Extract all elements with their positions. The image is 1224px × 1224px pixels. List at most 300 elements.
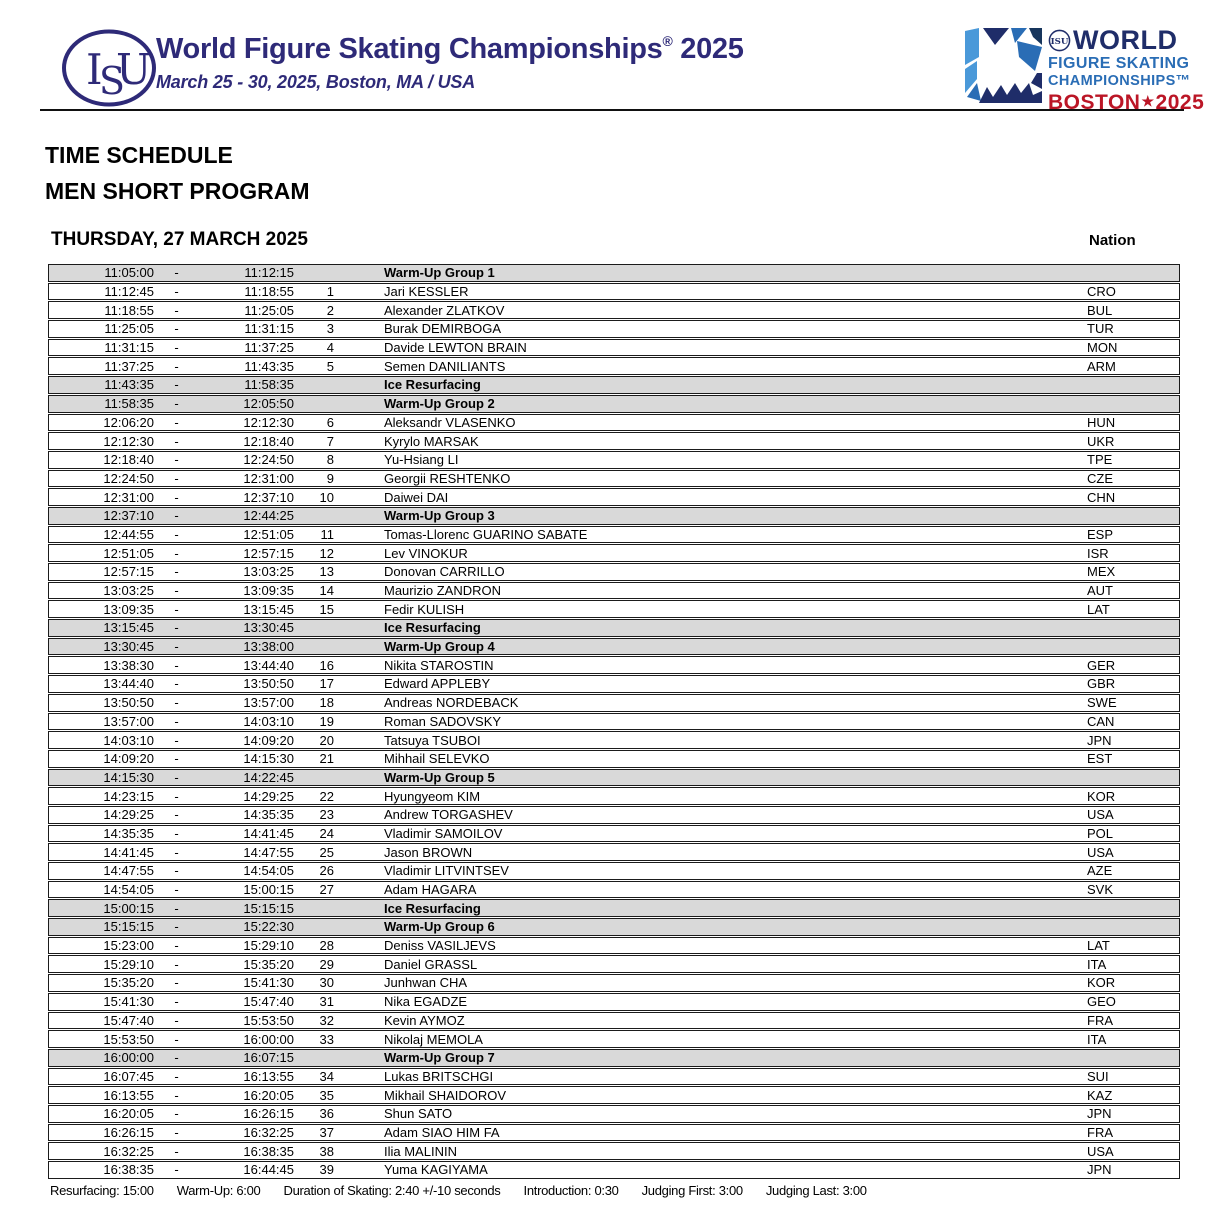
schedule-cell-num: 29	[319, 956, 334, 972]
schedule-cell-name: Kyrylo MARSAK	[384, 433, 479, 449]
schedule-cell-nation: USA	[1087, 807, 1114, 823]
schedule-cell-num: 35	[319, 1087, 334, 1103]
schedule-cell-end: 14:47:55	[243, 844, 294, 860]
schedule-cell-name: Daniel GRASSL	[384, 956, 478, 972]
schedule-cell-dash: -	[174, 470, 179, 486]
schedule-table	[48, 264, 1180, 1180]
schedule-cell-end: 13:57:00	[243, 695, 294, 711]
schedule-cell-dash: -	[174, 1012, 179, 1028]
schedule-cell-name: Georgii RESHTENKO	[384, 470, 511, 486]
schedule-cell-start: 16:20:05	[103, 1106, 154, 1122]
schedule-cell-nation: GEO	[1087, 994, 1116, 1010]
schedule-row-skater	[48, 432, 1180, 450]
schedule-row-skater	[48, 1030, 1180, 1048]
schedule-cell-end: 15:41:30	[243, 975, 294, 991]
schedule-cell-nation: SVK	[1087, 882, 1114, 898]
schedule-cell-end: 16:00:00	[243, 1031, 294, 1047]
schedule-cell-num: 31	[319, 994, 334, 1010]
schedule-cell-name: Alexander ZLATKOV	[384, 302, 505, 318]
schedule-cell-nation: LAT	[1087, 601, 1110, 617]
schedule-cell-end: 12:51:05	[243, 526, 294, 542]
schedule-row-skater	[48, 843, 1180, 861]
schedule-cell-dash: -	[174, 844, 179, 860]
schedule-cell-start: 13:30:45	[103, 639, 154, 655]
schedule-cell-dash: -	[174, 882, 179, 898]
schedule-cell-dash: -	[174, 1087, 179, 1103]
schedule-cell-name: Daiwei DAI	[384, 489, 449, 505]
schedule-row-skater	[48, 1012, 1180, 1030]
schedule-cell-nation: KAZ	[1087, 1087, 1113, 1103]
schedule-cell-num: 28	[319, 938, 334, 954]
schedule-cell-nation: KOR	[1087, 788, 1116, 804]
schedule-row-skater	[48, 339, 1180, 357]
schedule-cell-name: Warm-Up Group 4	[384, 639, 495, 655]
schedule-cell-start: 14:09:20	[103, 751, 154, 767]
schedule-cell-end: 16:07:15	[243, 1050, 294, 1066]
schedule-cell-nation: ARM	[1087, 358, 1116, 374]
schedule-cell-start: 15:35:20	[103, 975, 154, 991]
schedule-cell-num: 8	[326, 452, 334, 468]
schedule-row-skater	[48, 582, 1180, 600]
schedule-cell-end: 15:47:40	[243, 994, 294, 1010]
schedule-cell-start: 16:32:25	[103, 1143, 154, 1159]
schedule-cell-name: Adam HAGARA	[384, 882, 477, 898]
schedule-row-skater	[48, 1068, 1180, 1086]
event-logo-championships: CHAMPIONSHIPS™	[1048, 73, 1191, 89]
letterhead-subtitle: March 25 - 30, 2025, Boston, MA / USA	[156, 72, 476, 92]
schedule-row-skater	[48, 1161, 1180, 1179]
schedule-cell-dash: -	[174, 657, 179, 673]
letterhead-title-year: 2025	[680, 33, 744, 65]
isu-badge-icon	[1048, 29, 1071, 52]
schedule-cell-end: 13:30:45	[243, 620, 294, 636]
schedule-cell-end: 16:26:15	[243, 1106, 294, 1122]
schedule-cell-start: 15:23:00	[103, 938, 154, 954]
schedule-cell-nation: SWE	[1087, 695, 1117, 711]
schedule-cell-name: Mihhail SELEVKO	[384, 751, 490, 767]
schedule-cell-nation: POL	[1087, 825, 1114, 841]
schedule-cell-dash: -	[174, 900, 179, 916]
schedule-cell-nation: EST	[1087, 751, 1113, 767]
schedule-row-event	[48, 619, 1180, 637]
isu-oval-icon	[60, 28, 158, 108]
schedule-cell-start: 16:00:00	[103, 1050, 154, 1066]
schedule-cell-num: 27	[319, 882, 334, 898]
schedule-cell-start: 12:31:00	[103, 489, 154, 505]
schedule-row-skater	[48, 1142, 1180, 1160]
schedule-row-skater	[48, 320, 1180, 338]
schedule-cell-end: 11:43:35	[244, 358, 294, 374]
schedule-cell-num: 15	[319, 601, 334, 617]
schedule-cell-nation: ITA	[1087, 956, 1107, 972]
schedule-cell-start: 16:26:15	[103, 1124, 154, 1140]
schedule-row-event	[48, 899, 1180, 917]
schedule-row-event	[48, 395, 1180, 413]
schedule-cell-dash: -	[174, 938, 179, 954]
schedule-row-skater	[48, 881, 1180, 899]
schedule-cell-end: 11:58:35	[244, 377, 294, 393]
schedule-cell-name: Yuma KAGIYAMA	[384, 1162, 488, 1178]
schedule-cell-start: 15:53:50	[103, 1031, 154, 1047]
schedule-row-skater	[48, 1124, 1180, 1142]
schedule-cell-num: 30	[319, 975, 334, 991]
schedule-cell-dash: -	[174, 639, 179, 655]
schedule-cell-start: 13:50:50	[103, 695, 154, 711]
schedule-cell-name: Ilia MALININ	[384, 1143, 457, 1159]
schedule-cell-end: 15:29:10	[243, 938, 294, 954]
schedule-cell-num: 34	[319, 1068, 334, 1084]
header-divider	[40, 109, 1184, 111]
schedule-cell-start: 11:37:25	[104, 358, 154, 374]
schedule-cell-end: 13:50:50	[243, 676, 294, 692]
schedule-cell-num: 17	[319, 676, 334, 692]
schedule-cell-name: Warm-Up Group 2	[384, 396, 495, 412]
schedule-cell-start: 15:41:30	[103, 994, 154, 1010]
schedule-cell-nation: ESP	[1087, 526, 1114, 542]
schedule-cell-dash: -	[174, 919, 179, 935]
schedule-cell-end: 13:15:45	[243, 601, 294, 617]
schedule-row-skater	[48, 283, 1180, 301]
schedule-row-skater	[48, 563, 1180, 581]
schedule-cell-num: 3	[326, 321, 334, 337]
schedule-cell-start: 13:57:00	[103, 713, 154, 729]
schedule-cell-start: 11:31:15	[104, 340, 154, 356]
schedule-cell-name: Jari KESSLER	[384, 284, 469, 300]
schedule-cell-name: Tatsuya TSUBOI	[384, 732, 481, 748]
letterhead	[156, 33, 744, 93]
schedule-cell-start: 14:35:35	[103, 825, 154, 841]
schedule-cell-dash: -	[174, 620, 179, 636]
schedule-cell-start: 14:41:45	[103, 844, 154, 860]
schedule-cell-end: 11:31:15	[244, 321, 294, 337]
schedule-row-event	[48, 264, 1180, 282]
schedule-row-skater	[48, 470, 1180, 488]
schedule-cell-end: 11:37:25	[244, 340, 294, 356]
schedule-cell-start: 16:38:35	[103, 1162, 154, 1178]
schedule-cell-start: 12:37:10	[103, 508, 154, 524]
event-logo-year: 2025	[1155, 90, 1205, 114]
schedule-cell-num: 39	[319, 1162, 334, 1178]
schedule-cell-name: Hyungyeom KIM	[384, 788, 481, 804]
schedule-cell-end: 11:18:55	[244, 284, 294, 300]
schedule-cell-end: 13:03:25	[243, 564, 294, 580]
schedule-cell-num: 25	[319, 844, 334, 860]
schedule-cell-name: Maurizio ZANDRON	[384, 583, 502, 599]
schedule-cell-dash: -	[174, 1050, 179, 1066]
schedule-row-event	[48, 769, 1180, 787]
schedule-cell-num: 10	[319, 489, 334, 505]
page-title-time-schedule: TIME SCHEDULE	[45, 142, 233, 168]
schedule-cell-name: Ice Resurfacing	[384, 377, 481, 393]
schedule-cell-num: 16	[319, 657, 334, 673]
schedule-cell-nation: JPN	[1087, 732, 1112, 748]
schedule-cell-dash: -	[174, 489, 179, 505]
schedule-cell-num: 24	[319, 825, 334, 841]
schedule-cell-dash: -	[174, 695, 179, 711]
schedule-cell-end: 14:35:35	[243, 807, 294, 823]
schedule-cell-num: 32	[319, 1012, 334, 1028]
schedule-cell-name: Ice Resurfacing	[384, 620, 481, 636]
schedule-cell-name: Kevin AYMOZ	[384, 1012, 465, 1028]
schedule-row-event	[48, 376, 1180, 394]
footer-item: Introduction: 0:30	[523, 1183, 619, 1198]
schedule-cell-name: Burak DEMIRBOGA	[384, 321, 502, 337]
schedule-cell-name: Mikhail SHAIDOROV	[384, 1087, 507, 1103]
schedule-cell-num: 23	[319, 807, 334, 823]
schedule-cell-start: 13:03:25	[103, 583, 154, 599]
schedule-cell-nation: LAT	[1087, 938, 1110, 954]
schedule-cell-nation: JPN	[1087, 1162, 1112, 1178]
svg-text:S: S	[99, 59, 126, 103]
schedule-cell-start: 11:05:00	[104, 265, 154, 281]
schedule-row-event	[48, 638, 1180, 656]
schedule-row-skater	[48, 993, 1180, 1011]
schedule-cell-dash: -	[174, 564, 179, 580]
schedule-row-skater	[48, 694, 1180, 712]
schedule-cell-name: Vladimir SAMOILOV	[384, 825, 503, 841]
schedule-cell-name: Yu-Hsiang LI	[384, 452, 459, 468]
svg-text:I: I	[86, 45, 103, 94]
schedule-cell-nation: KOR	[1087, 975, 1116, 991]
schedule-cell-start: 14:47:55	[103, 863, 154, 879]
schedule-cell-num: 2	[326, 302, 334, 318]
schedule-cell-nation: CHN	[1087, 489, 1116, 505]
schedule-row-event	[48, 1049, 1180, 1067]
schedule-row-skater	[48, 357, 1180, 375]
schedule-cell-start: 11:58:35	[104, 396, 154, 412]
schedule-cell-name: Adam SIAO HIM FA	[384, 1124, 500, 1140]
schedule-cell-name: Nikolaj MEMOLA	[384, 1031, 483, 1047]
schedule-cell-dash: -	[174, 1143, 179, 1159]
schedule-cell-dash: -	[174, 732, 179, 748]
schedule-cell-end: 15:53:50	[243, 1012, 294, 1028]
schedule-cell-dash: -	[174, 452, 179, 468]
footer-item: Resurfacing: 15:00	[50, 1183, 154, 1198]
schedule-row-skater	[48, 937, 1180, 955]
schedule-cell-dash: -	[174, 1068, 179, 1084]
event-logo-city: BOSTON	[1048, 90, 1141, 114]
schedule-cell-num: 21	[319, 751, 334, 767]
schedule-cell-num: 13	[319, 564, 334, 580]
schedule-cell-dash: -	[174, 1162, 179, 1178]
event-logo	[963, 27, 1204, 113]
schedule-cell-name: Andrew TORGASHEV	[384, 807, 513, 823]
schedule-cell-start: 13:44:40	[103, 676, 154, 692]
schedule-cell-nation: MEX	[1087, 564, 1116, 580]
schedule-cell-num: 33	[319, 1031, 334, 1047]
schedule-cell-dash: -	[174, 583, 179, 599]
schedule-cell-end: 15:22:30	[243, 919, 294, 935]
schedule-cell-dash: -	[174, 863, 179, 879]
schedule-cell-dash: -	[174, 284, 179, 300]
schedule-cell-nation: USA	[1087, 1143, 1114, 1159]
date-heading: THURSDAY, 27 MARCH 2025	[51, 229, 308, 250]
schedule-cell-end: 12:44:25	[243, 508, 294, 524]
schedule-row-skater	[48, 656, 1180, 674]
schedule-cell-name: Aleksandr VLASENKO	[384, 414, 516, 430]
schedule-cell-start: 16:13:55	[103, 1087, 154, 1103]
schedule-cell-num: 11	[320, 526, 334, 542]
schedule-cell-name: Vladimir LITVINTSEV	[384, 863, 509, 879]
schedule-cell-end: 15:00:15	[243, 882, 294, 898]
schedule-cell-dash: -	[174, 751, 179, 767]
schedule-cell-name: Shun SATO	[384, 1106, 453, 1122]
schedule-cell-end: 13:44:40	[243, 657, 294, 673]
isu-oval-logo	[60, 28, 158, 113]
schedule-cell-start: 14:23:15	[103, 788, 154, 804]
schedule-cell-start: 12:18:40	[103, 452, 154, 468]
event-logo-text	[1048, 27, 1204, 113]
schedule-row-event	[48, 507, 1180, 525]
schedule-cell-nation: TUR	[1087, 321, 1114, 337]
schedule-cell-nation: CAN	[1087, 713, 1115, 729]
skate-boot-icon	[963, 27, 1043, 107]
schedule-row-skater	[48, 1105, 1180, 1123]
schedule-cell-dash: -	[174, 321, 179, 337]
schedule-cell-start: 12:44:55	[103, 526, 154, 542]
schedule-row-skater	[48, 731, 1180, 749]
schedule-cell-end: 14:41:45	[243, 825, 294, 841]
schedule-cell-num: 5	[326, 358, 334, 374]
schedule-cell-name: Fedir KULISH	[384, 601, 465, 617]
schedule-cell-name: Warm-Up Group 5	[384, 769, 495, 785]
schedule-cell-name: Edward APPLEBY	[384, 676, 491, 692]
schedule-cell-end: 15:35:20	[243, 956, 294, 972]
schedule-cell-end: 16:13:55	[243, 1068, 294, 1084]
schedule-cell-dash: -	[174, 676, 179, 692]
schedule-cell-nation: CRO	[1087, 284, 1116, 300]
schedule-row-skater	[48, 974, 1180, 992]
schedule-cell-num: 20	[319, 732, 334, 748]
schedule-cell-start: 13:09:35	[103, 601, 154, 617]
schedule-cell-num: 37	[319, 1124, 334, 1140]
schedule-cell-name: Warm-Up Group 1	[384, 265, 495, 281]
schedule-cell-nation: TPE	[1087, 452, 1113, 468]
schedule-cell-end: 16:20:05	[243, 1087, 294, 1103]
footer-legend	[50, 1183, 890, 1198]
svg-text:U: U	[116, 45, 152, 94]
schedule-cell-dash: -	[174, 526, 179, 542]
schedule-cell-dash: -	[174, 713, 179, 729]
schedule-cell-dash: -	[174, 788, 179, 804]
schedule-cell-num: 7	[326, 433, 334, 449]
schedule-cell-name: Deniss VASILJEVS	[384, 938, 496, 954]
schedule-cell-nation: AZE	[1087, 863, 1113, 879]
schedule-cell-end: 11:12:15	[244, 265, 294, 281]
schedule-cell-dash: -	[174, 358, 179, 374]
schedule-cell-start: 13:38:30	[103, 657, 154, 673]
schedule-cell-name: Donovan CARRILLO	[384, 564, 505, 580]
schedule-cell-end: 13:38:00	[243, 639, 294, 655]
schedule-cell-dash: -	[174, 508, 179, 524]
schedule-cell-end: 14:15:30	[243, 751, 294, 767]
schedule-cell-dash: -	[174, 807, 179, 823]
schedule-cell-end: 12:57:15	[243, 545, 294, 561]
schedule-cell-start: 11:25:05	[104, 321, 154, 337]
schedule-cell-end: 13:09:35	[243, 583, 294, 599]
schedule-cell-start: 12:57:15	[103, 564, 154, 580]
schedule-cell-name: Tomas-Llorenc GUARINO SABATE	[384, 526, 588, 542]
schedule-cell-start: 14:03:10	[103, 732, 154, 748]
schedule-cell-dash: -	[174, 1031, 179, 1047]
event-logo-world: WORLD	[1073, 25, 1178, 55]
schedule-cell-start: 15:47:40	[103, 1012, 154, 1028]
schedule-cell-name: Lukas BRITSCHGI	[384, 1068, 494, 1084]
schedule-cell-num: 26	[319, 863, 334, 879]
schedule-cell-start: 11:43:35	[104, 377, 154, 393]
schedule-cell-start: 15:00:15	[103, 900, 154, 916]
schedule-cell-dash: -	[174, 414, 179, 430]
schedule-row-skater	[48, 301, 1180, 319]
schedule-cell-end: 12:12:30	[243, 414, 294, 430]
schedule-row-skater	[48, 862, 1180, 880]
schedule-cell-name: Warm-Up Group 7	[384, 1050, 495, 1066]
schedule-cell-end: 12:37:10	[243, 489, 294, 505]
schedule-cell-num: 18	[319, 695, 334, 711]
schedule-cell-nation: ISR	[1087, 545, 1109, 561]
schedule-cell-start: 14:54:05	[103, 882, 154, 898]
schedule-cell-dash: -	[174, 545, 179, 561]
schedule-cell-dash: -	[174, 302, 179, 318]
schedule-cell-name: Nika EGADZE	[384, 994, 468, 1010]
schedule-cell-name: Jason BROWN	[384, 844, 473, 860]
schedule-row-skater	[48, 451, 1180, 469]
schedule-cell-num: 19	[319, 713, 334, 729]
schedule-cell-dash: -	[174, 825, 179, 841]
schedule-row-skater	[48, 787, 1180, 805]
schedule-row-event	[48, 918, 1180, 936]
star-icon: ★	[1141, 93, 1155, 109]
schedule-cell-nation: USA	[1087, 844, 1114, 860]
schedule-cell-name: Semen DANILIANTS	[384, 358, 506, 374]
schedule-cell-end: 12:24:50	[243, 452, 294, 468]
event-logo-figure-skating: FIGURE SKATING	[1048, 55, 1190, 72]
schedule-cell-start: 12:06:20	[103, 414, 154, 430]
schedule-cell-num: 36	[319, 1106, 334, 1122]
schedule-row-skater	[48, 750, 1180, 768]
schedule-cell-name: Ice Resurfacing	[384, 900, 481, 916]
schedule-cell-dash: -	[174, 601, 179, 617]
schedule-cell-end: 14:54:05	[243, 863, 294, 879]
page-title-event: MEN SHORT PROGRAM	[45, 178, 310, 204]
schedule-cell-start: 11:12:45	[104, 284, 154, 300]
schedule-cell-end: 12:18:40	[243, 433, 294, 449]
schedule-cell-start: 12:24:50	[103, 470, 154, 486]
schedule-cell-end: 16:44:45	[243, 1162, 294, 1178]
schedule-cell-end: 12:31:00	[243, 470, 294, 486]
schedule-cell-nation: JPN	[1087, 1106, 1112, 1122]
svg-text:ISU: ISU	[1050, 36, 1069, 47]
schedule-cell-start: 12:51:05	[103, 545, 154, 561]
schedule-cell-name: Warm-Up Group 6	[384, 919, 495, 935]
schedule-cell-start: 14:15:30	[103, 769, 154, 785]
schedule-cell-start: 16:07:45	[103, 1068, 154, 1084]
schedule-cell-end: 12:05:50	[243, 396, 294, 412]
schedule-row-skater	[48, 1086, 1180, 1104]
schedule-cell-start: 12:12:30	[103, 433, 154, 449]
schedule-cell-end: 15:15:15	[243, 900, 294, 916]
schedule-cell-nation: ITA	[1087, 1031, 1107, 1047]
schedule-cell-dash: -	[174, 975, 179, 991]
schedule-cell-nation: FRA	[1087, 1012, 1113, 1028]
event-logo-line1	[1048, 27, 1204, 54]
schedule-cell-end: 16:32:25	[243, 1124, 294, 1140]
schedule-cell-end: 14:03:10	[243, 713, 294, 729]
schedule-cell-nation: UKR	[1087, 433, 1115, 449]
schedule-cell-dash: -	[174, 377, 179, 393]
schedule-cell-num: 38	[319, 1143, 334, 1159]
schedule-cell-name: Warm-Up Group 3	[384, 508, 495, 524]
